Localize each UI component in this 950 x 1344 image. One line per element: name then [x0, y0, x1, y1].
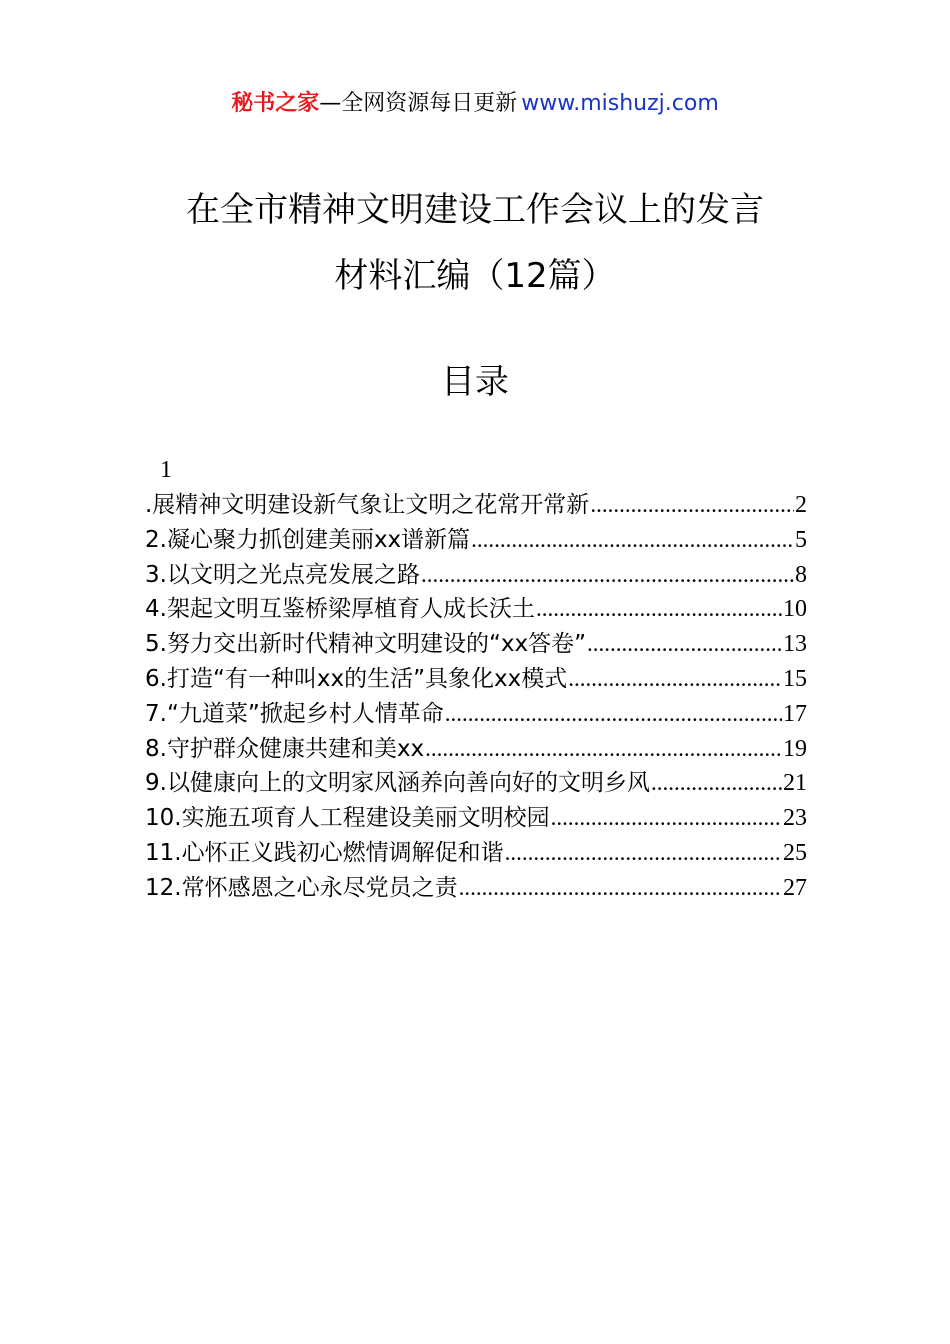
toc-entry[interactable]: [145, 627, 807, 662]
toc-entry-title: 11.心怀正义践初心燃情调解促和谐: [145, 839, 504, 866]
site-tagline: —全网资源每日更新: [319, 91, 518, 116]
toc-leader-dots: [459, 871, 782, 906]
toc-entry-page: 5: [795, 526, 807, 553]
table-of-contents: [145, 488, 807, 906]
toc-entry[interactable]: [145, 801, 807, 836]
toc-entry-page: 2: [795, 492, 807, 518]
toc-leader-dots: [425, 732, 782, 767]
toc-entry-title: 6.打造“有一种叫xx的生活”具象化xx模式: [145, 665, 568, 692]
toc-entry[interactable]: [145, 592, 807, 627]
toc-entry-page: 13: [783, 631, 807, 658]
toc-entry-title: .展精神文明建设新气象让文明之花常开常新: [145, 492, 590, 518]
toc-entry[interactable]: [145, 871, 807, 906]
toc-entry-page: 19: [783, 735, 807, 762]
toc-entry[interactable]: [145, 523, 807, 558]
toc-entry-title: 3.以文明之光点亮发展之路: [145, 561, 420, 588]
site-header: [0, 88, 950, 120]
toc-entry-page: 10: [783, 596, 807, 623]
site-brand: 秘书之家: [231, 91, 320, 116]
toc-entry-title: 4.架起文明互鉴桥梁厚植育人成长沃土: [145, 596, 535, 623]
toc-entry[interactable]: [145, 558, 807, 593]
toc-leader-dots: [590, 488, 794, 523]
toc-leader-dots: [536, 592, 782, 627]
toc-entry-title: 2.凝心聚力抓创建美丽xx谱新篇: [145, 526, 471, 553]
toc-entry-page: 15: [783, 665, 807, 692]
toc-entry-title: 7.“九道菜”掀起乡村人情革命: [145, 700, 444, 727]
toc-entry-title: 5.努力交出新时代精神文明建设的“xx答卷”: [145, 631, 586, 658]
toc-entry-title: 8.守护群众健康共建和美xx: [145, 735, 425, 762]
toc-entry[interactable]: [145, 488, 807, 523]
toc-leader-dots: [505, 836, 782, 871]
document-title-line-2: 材料汇编（12篇）: [334, 256, 616, 296]
toc-entry[interactable]: [145, 732, 807, 767]
toc-entry-page: 17: [783, 700, 807, 727]
toc-entry-title: 10.实施五项育人工程建设美丽文明校园: [145, 805, 550, 832]
site-url-link[interactable]: www.mishuzj.com: [521, 91, 719, 116]
toc-entry-title: 12.常怀感恩之心永尽党员之责: [145, 874, 458, 901]
toc-leader-dots: [651, 766, 782, 801]
toc-entry[interactable]: [145, 697, 807, 732]
toc-leader-dots: [587, 627, 782, 662]
toc-entry-page: 23: [783, 805, 807, 832]
toc-leader-dots: [471, 523, 794, 558]
toc-entry[interactable]: [145, 766, 807, 801]
toc-entry-page: 25: [783, 839, 807, 866]
toc-entry-page: 8: [795, 561, 807, 588]
toc-entry-page: 27: [783, 874, 807, 901]
toc-leader-dots: [568, 662, 782, 697]
toc-leader-dots: [421, 558, 794, 593]
toc-entry[interactable]: [145, 836, 807, 871]
document-title-line-1: 在全市精神文明建设工作会议上的发言: [186, 190, 764, 230]
toc-leader-dots: [551, 801, 782, 836]
toc-entry[interactable]: [145, 662, 807, 697]
toc-entry-title: 9.以健康向上的文明家风涵养向善向好的文明乡风: [145, 770, 650, 797]
toc-entry-page: 21: [783, 770, 807, 797]
toc-leader-dots: [445, 697, 782, 732]
toc-heading: 目录: [441, 362, 509, 402]
toc-first-number: 1: [160, 457, 172, 483]
